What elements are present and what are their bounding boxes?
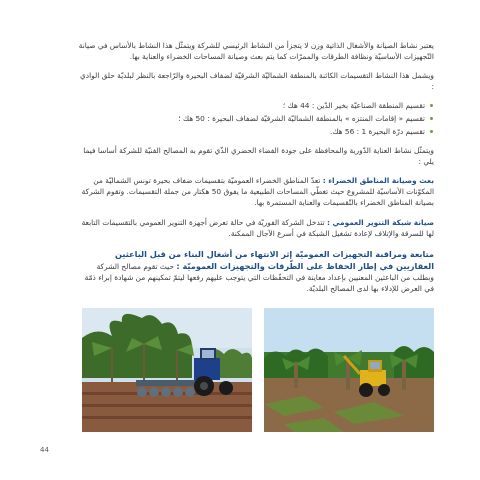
maintenance-intro-paragraph: ويتمثّل نشاط العناية الدّورية والمحافظة على جودة الفضاء الحضري الذّي تقوم به المصالح الفنيّة للشركة أساسا فيما يلي :: [83, 146, 434, 166]
street-lighting-section: [78, 217, 434, 239]
tractor-pruning-image: [264, 308, 434, 432]
intro-paragraph-1: يعتبر نشاط الصيانة والأشغال الذاتية وزن لا يتجزأ من النشاط الرئيسي للشركة ويتمثّل هذا النشاط بالأساس في صيانة التّجهيزات الأساسيّة ونظافة الطرقات والممرّات كما يتم بعث وصيانة المساحات الخضراء والعناية بها.: [78, 41, 434, 61]
monitoring-section: [78, 248, 434, 294]
section-body: تعدّ المناطق الخضراء العموميّة بتقسيمات ضفاف بحيرة تونس الشماليّة من المكوّنات الأساسيّة للمشروع حيث تغطّي المساحات الطبيعية ما يفوق 50 هكتار من جملة التقسيمات. وتقوم الشركة بصيانة المناطق الخضراء بالتّقسيمات والعناية المستمرة بها.: [81, 176, 434, 207]
section-heading: متابعة ومراقبة التجهيزات العموميّة إثر الانتهاء من أشغال البناء من قبل الباعثين العقاريين في إطار الحفاظ على الطّرقات والتجهيزات العموميّة :: [115, 249, 434, 271]
subdivision-list: [78, 100, 434, 137]
section-body: تتدخل الشركة الفوريّة في حالة تعرض أجهزة التنوير العمومي بالتقسيمات التابعة لها للسرقة والإتلاف لإعادة تشغيل الشبكة في أسرع الآجال الممكنة.: [81, 218, 434, 238]
section-body: حيث تقوم مصالح الشركة وبطلب من الباعثين المعنيين بإعداد معاينة في التحفّظات التي يتوجب عليهم رفعها ليتمّ تمكينهم من شهادة إبراء ذمّة في العرض للإدلاء بها لدى المصالح البلديّة.: [84, 262, 434, 293]
intro-paragraph-2: ويشمل هذا النشاط التقسيمات الكائنة بالمنطقة الشماليّة الشرقيّة لضفاف البحيرة والرّاجعة بالنظر لبلديّة حلق الوادي :: [80, 71, 434, 91]
photo-row: [82, 308, 434, 432]
list-item: تقسيم « إقامات المنتزه » بالمنطقة الشماليّة الشرقيّة لضفاف البحيرة : 50 هك ؛: [78, 113, 434, 124]
body-text-column: [78, 40, 434, 303]
list-item: تقسيم المنطقة الصناعيّة بخير الدّين : 44 هك ؛: [78, 100, 434, 111]
section-title: بعث وصيانة المناطق الخضراء :: [322, 176, 434, 185]
tractor-harrow-photo: [82, 308, 252, 432]
tractor-harrow-image: [82, 308, 252, 432]
tractor-pruning-photo: [264, 308, 434, 432]
green-spaces-section: [78, 175, 434, 208]
page-number: 44: [40, 446, 49, 454]
section-title: صيانة شبكة التنوير العمومي :: [327, 218, 434, 227]
list-item: تقسيم درّة البحيرة 1 : 56 هك.: [78, 126, 434, 137]
